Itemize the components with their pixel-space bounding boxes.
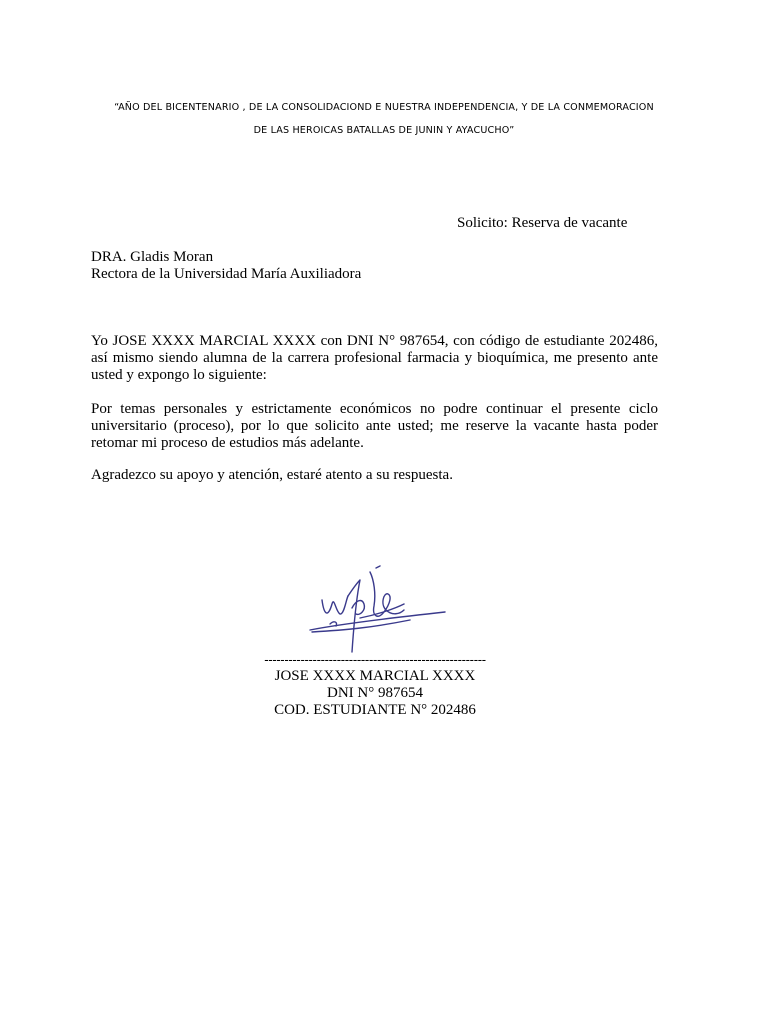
subject-line: Solicito: Reserva de vacante xyxy=(457,215,628,231)
body-paragraph-2: Por temas personales y estrictamente económicos no podre continuar el presente ciclo universitario (proceso), por lo que solicito ante usted; me reserve la vacante hasta poder retomar mi proceso de estudios más adelante. xyxy=(91,401,658,451)
signature-block xyxy=(230,651,520,719)
addressee-title: Rectora de la Universidad María Auxiliadora xyxy=(91,266,362,282)
signer-dni: DNI N° 987654 xyxy=(327,685,423,701)
handwritten-signature xyxy=(300,560,460,660)
signer-student-code: COD. ESTUDIANTE N° 202486 xyxy=(274,702,476,718)
addressee xyxy=(91,249,361,283)
header-line-1: “AÑO DEL BICENTENARIO , DE LA CONSOLIDACIOND E NUESTRA INDEPENDENCIA, Y DE LA CONMEMORACION xyxy=(114,102,654,113)
body-paragraph-3: Agradezco su apoyo y atención, estaré atento a su respuesta. xyxy=(91,467,453,483)
signature-line: ------------------------------------------------------- xyxy=(264,652,486,667)
body-paragraph-1: Yo JOSE XXXX MARCIAL XXXX con DNI N° 987654, con código de estudiante 202486, así mismo siendo alumna de la carrera profesional farmacia y bioquímica, me presento ante usted y expongo lo siguiente: xyxy=(91,333,658,383)
addressee-name: DRA. Gladis Moran xyxy=(91,249,214,265)
header-line-2: DE LAS HEROICAS BATALLAS DE JUNIN Y AYACUCHO” xyxy=(253,125,515,136)
signer-name: JOSE XXXX MARCIAL XXXX xyxy=(274,668,476,684)
